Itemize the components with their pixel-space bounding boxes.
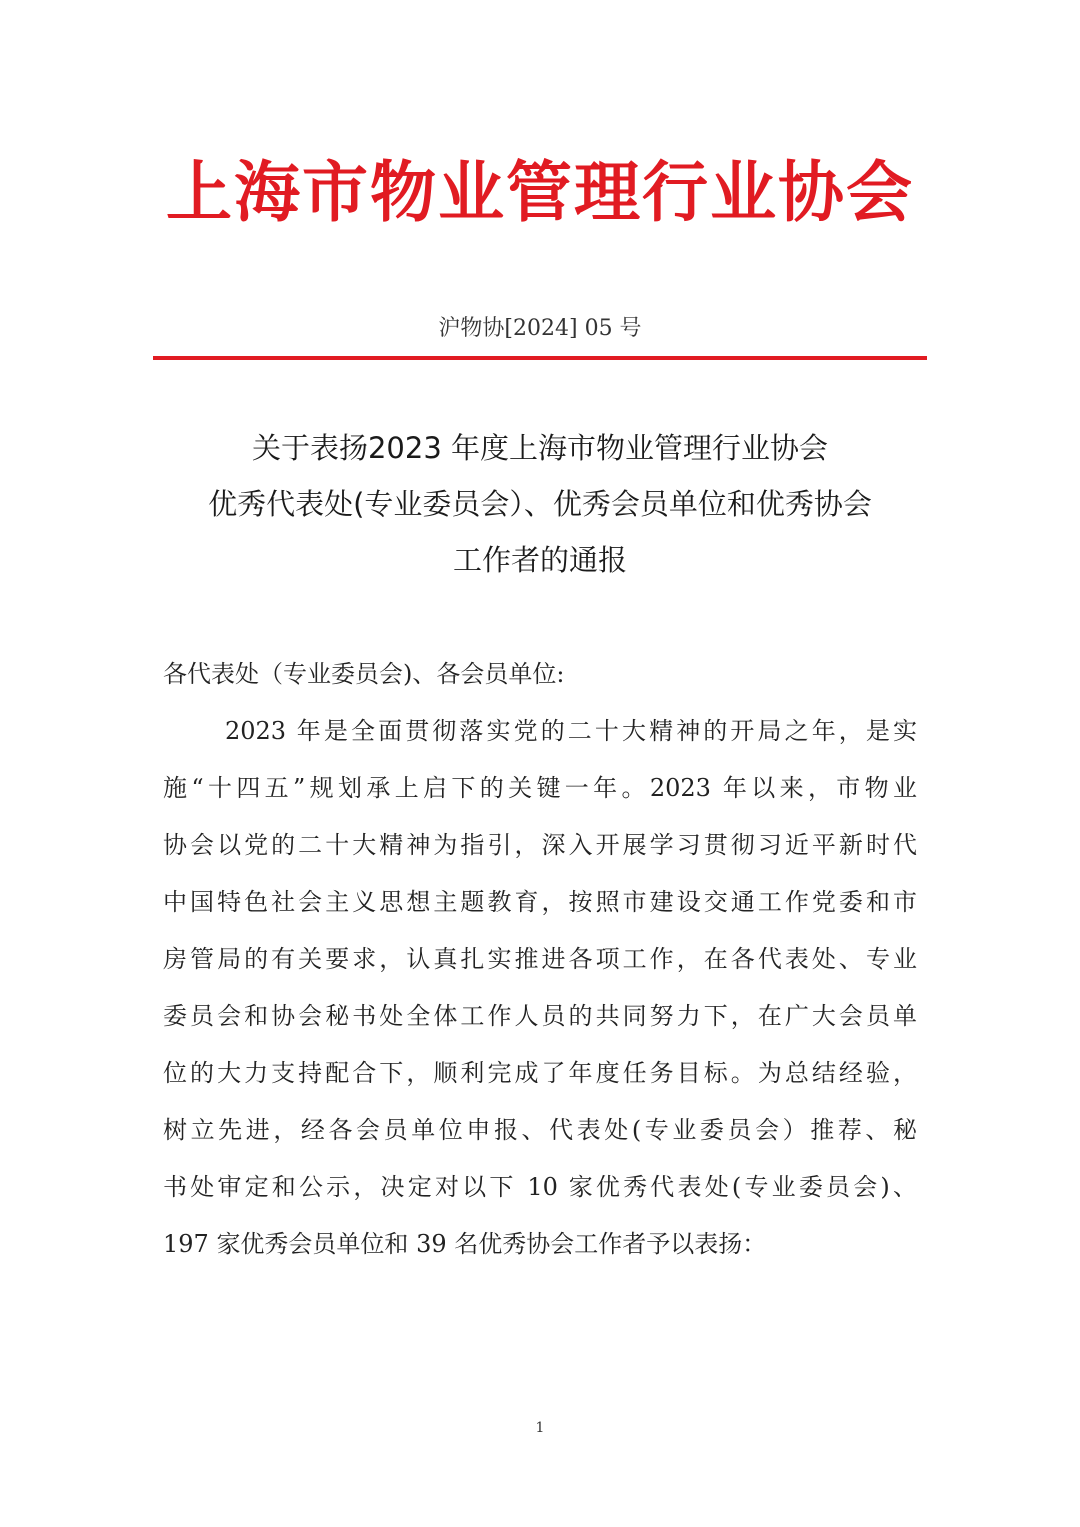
paragraph-line: 书处审定和公示，决定对以下 10 家优秀代表处(专业委员会)、 — [163, 1173, 917, 1201]
notice-title-line: 工作者的通报 — [452, 543, 627, 577]
paragraph-line: 中国特色社会主义思想主题教育，按照市建设交通工作党委和市 — [163, 888, 917, 916]
notice-title-line: 优秀代表处(专业委员会）、优秀会员单位和优秀协会 — [208, 487, 872, 521]
paragraph-line: 197 家优秀会员单位和 39 名优秀协会工作者予以表扬： — [163, 1230, 767, 1258]
paragraph-line: 房管局的有关要求，认真扎实推进各项工作，在各代表处、专业 — [163, 945, 917, 973]
organization-header: 上海市物业管理行业协会 — [166, 154, 914, 231]
paragraph-line: 位的大力支持配合下，顺利完成了年度任务目标。为总结经验， — [163, 1059, 917, 1087]
paragraph-line: 施“十四五”规划承上启下的关键一年。2023 年以来，市物业 — [163, 774, 917, 802]
notice-body — [163, 646, 917, 1273]
document-number: 沪物协[2024] 05 号 — [438, 316, 642, 341]
paragraph-line: 2023 年是全面贯彻落实党的二十大精神的开局之年，是实 — [225, 717, 917, 745]
red-divider-line — [153, 356, 927, 360]
paragraph-line: 委员会和协会秘书处全体工作人员的共同努力下，在广大会员单 — [163, 1002, 917, 1030]
salutation: 各代表处（专业委员会)、各会员单位: — [163, 660, 565, 688]
page-number: 1 — [535, 1420, 545, 1436]
notice-title — [100, 420, 980, 588]
paragraph-line: 树立先进，经各会员单位申报、代表处(专业委员会）推荐、秘 — [163, 1116, 917, 1144]
notice-title-line: 关于表扬2023 年度上海市物业管理行业协会 — [251, 431, 829, 465]
body-paragraph — [163, 703, 917, 1273]
paragraph-line: 协会以党的二十大精神为指引，深入开展学习贯彻习近平新时代 — [163, 831, 917, 859]
